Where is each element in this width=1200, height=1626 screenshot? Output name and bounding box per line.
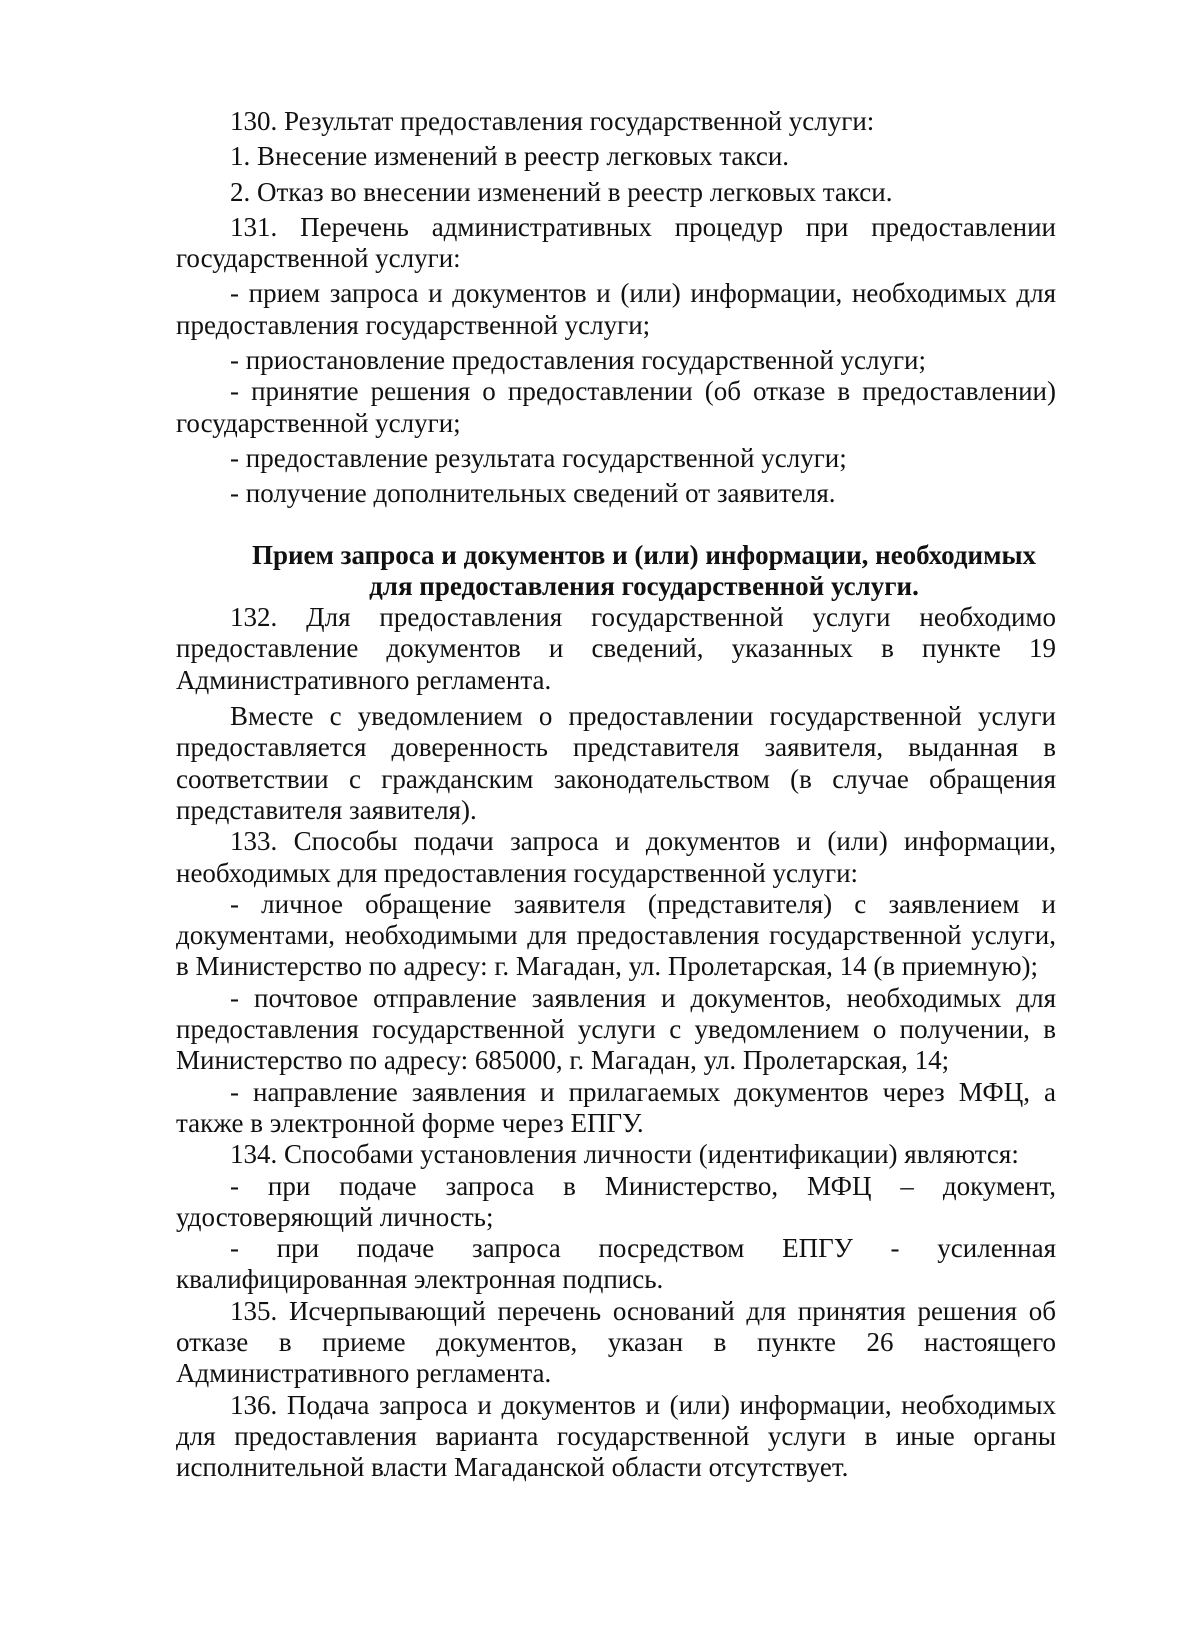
procedure-item-2: - приостановление предоставления государственной услуги; bbox=[230, 345, 927, 376]
paragraph-134: 134. Способами установления личности (идентификации) являются: bbox=[230, 1139, 1019, 1170]
procedure-item-1: - прием запроса и документов и (или) информации, необходимых для предоставления государственной услуги; bbox=[176, 278, 1056, 340]
list-item-result-1: 1. Внесение изменений в реестр легковых такси. bbox=[230, 141, 790, 172]
procedure-item-3: - принятие решения о предоставлении (об отказе в предоставлении) государственной услуги; bbox=[176, 376, 1056, 438]
paragraph-131: 131. Перечень административных процедур при предоставлении государственной услуги: bbox=[176, 211, 1056, 274]
submission-method-1: - личное обращение заявителя (представителя) с заявлением и документами, необходимыми для предоставления государственной услуги, в Министерство по адресу: г. Магадан, ул. Пролетарская, 14 (в приемную); bbox=[176, 888, 1056, 982]
document-body bbox=[176, 106, 1056, 1483]
paragraph-136: 136. Подача запроса и документов и (или) информации, необходимых для предоставления варианта государственной услуги в иные органы исполнительной власти Магаданской области отсутствует. bbox=[176, 1389, 1056, 1483]
identification-method-2: - при подаче запроса посредством ЕПГУ - усиленная квалифицированная электронная подпись. bbox=[176, 1233, 1056, 1295]
paragraph-133: 133. Способы подачи запроса и документов и (или) информации, необходимых для предоставления государственной услуги: bbox=[176, 826, 1056, 888]
list-item-result-2: 2. Отказ во внесении изменений в реестр легковых такси. bbox=[230, 176, 893, 207]
identification-method-1: - при подаче запроса в Министерство, МФЦ – документ, удостоверяющий личность; bbox=[176, 1170, 1056, 1232]
paragraph-representative: Вместе с уведомлением о предоставлении государственной услуги предоставляется доверенность представителя заявителя, выданная в соответствии с гражданским законодательством (в случае обращения представителя заявителя). bbox=[176, 701, 1056, 825]
procedure-item-4: - предоставление результата государственной услуги; bbox=[230, 442, 847, 473]
submission-method-3: - направление заявления и прилагаемых документов через МФЦ, а также в электронной форме через ЕПГУ. bbox=[176, 1076, 1056, 1138]
submission-method-2: - почтовое отправление заявления и документов, необходимых для предоставления государственной услуги с уведомлением о получении, в Министерство по адресу: 685000, г. Магадан, ул. Пролетарская, 14; bbox=[176, 982, 1056, 1076]
procedure-item-5: - получение дополнительных сведений от заявителя. bbox=[230, 478, 836, 509]
paragraph-130: 130. Результат предоставления государственной услуги: bbox=[230, 106, 875, 136]
paragraph-132: 132. Для предоставления государственной услуги необходимо предоставление документов и сведений, указанных в пункте 19 Административного регламента. bbox=[176, 602, 1056, 695]
paragraph-135: 135. Исчерпывающий перечень оснований для принятия решения об отказе в приеме документов, указан в пункте 26 настоящего Административного регламента. bbox=[176, 1295, 1056, 1389]
section-heading: Прием запроса и документов и (или) информации, необходимых для предоставления государственной услуги. bbox=[251, 539, 1037, 601]
